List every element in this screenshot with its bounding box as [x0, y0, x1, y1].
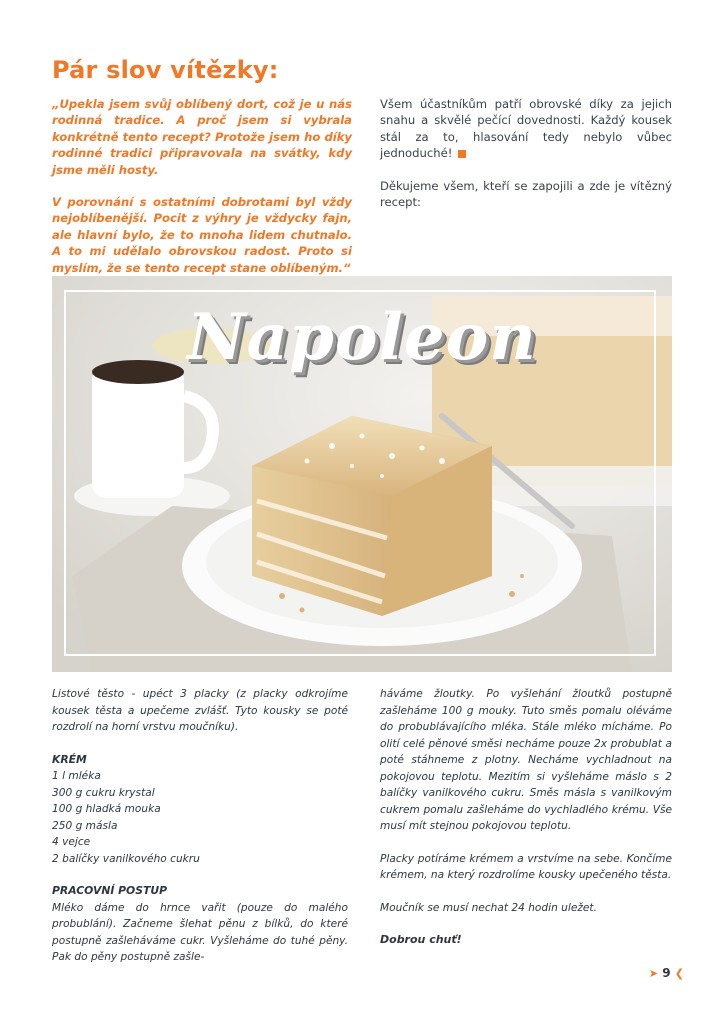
ingredient-list — [52, 768, 348, 867]
recipe-intro: Listové těsto - upéct 3 placky (z placky odkrojíme kousek těsta a upečeme zvlášť. Tyto kousky se poté rozdrolí na horní vrstvu moučníku). — [52, 688, 348, 733]
quote-paragraph-2: V porovnání s ostatními dobrotami byl vždy nejoblíbenější. Pocit z výhry je vždycky fajn, ale hlavní bylo, že to mnoha lidem chutnalo. A to mi udělalo obrovskou radost. Proto si myslím, že se tento recept stane oblíbeným.“ — [52, 195, 352, 275]
page-number — [649, 966, 684, 980]
resting-text: Moučník se musí nechat 24 hodin uležet. — [380, 901, 597, 914]
cake-photo — [52, 276, 672, 672]
thanks-text — [380, 96, 672, 226]
cream-title: KRÉM — [52, 752, 87, 766]
procedure-title: PRACOVNÍ POSTUP — [52, 884, 168, 897]
page-heading: Pár slov vítězky: — [52, 56, 279, 84]
ingredient-item: 4 vejce — [52, 836, 91, 848]
recipe-left-column — [52, 686, 348, 982]
sign-off: Dobrou chuť! — [380, 933, 462, 946]
page-number-value: 9 — [662, 966, 671, 980]
quote-paragraph-1: „Upekla jsem svůj oblíbený dort, což je u nás rodinná tradice. A proč jsem si vybrala konkrétně tento recept? Protože jsem ho díky rodinné tradici připravovala na svátky, kdy jsme měli hosty. — [52, 97, 352, 177]
procedure-text-part-2: háváme žloutky. Po vyšlehání žloutků postupně zašleháme 100 g mouky. Tuto směs pomalu oléváme do probublávajícího mléka. Stále mléko mícháme. Po olití celé pěnové směsi necháme pouze 2x probublat a poté stáhneme z plotny. Necháme vychladnout na pokojovou teplotu. Mezitím si vyšleháme máslo s 2 balíčky vanilkového cukru. Směs másla s vanilkovým cukrem pomalu zašleháme do vychladlého krému. Vše musí mít stejnou pokojovou teplotu. — [380, 688, 672, 832]
thanks-paragraph-1 — [380, 96, 672, 162]
procedure-text-part-1: Mléko dáme do hrnce vařit (pouze do malého probublání). Začneme šlehat pěnu z bílků, do které postupně zašleháváme cukr. Vyšleháme do tuhé pěny. Pak do pěny postupně zašle- — [52, 901, 348, 963]
recipe-title: Napoleon — [187, 300, 537, 375]
ingredient-item: 300 g cukru krystal — [52, 786, 155, 799]
ingredient-item: 1 l mléka — [52, 770, 101, 782]
recipe-right-column — [380, 686, 672, 965]
arrow-left-icon: ❮ — [674, 967, 684, 980]
arrow-right-icon: ➤ — [648, 967, 659, 980]
ingredient-item: 100 g hladká mouka — [52, 803, 161, 815]
end-square-icon — [458, 150, 466, 158]
thanks-paragraph-1-text: Všem účastníkům patří obrovské díky za jejich snahu a skvělé pečící dovednosti. Každý kousek stál za to, hlasování tedy nebylo vůbec jednoduché! — [380, 97, 672, 161]
ingredient-item: 250 g másla — [52, 819, 118, 832]
ingredient-item: 2 balíčky vanilkového cukru — [52, 852, 200, 865]
winner-quote — [52, 96, 352, 292]
layering-text: Placky potíráme krémem a vrstvíme na sebe. Končíme krémem, na který rozdrolíme kousky upečeného těsta. — [380, 852, 672, 881]
thanks-paragraph-2: Děkujeme všem, kteří se zapojili a zde je vítězný recept: — [380, 178, 672, 210]
